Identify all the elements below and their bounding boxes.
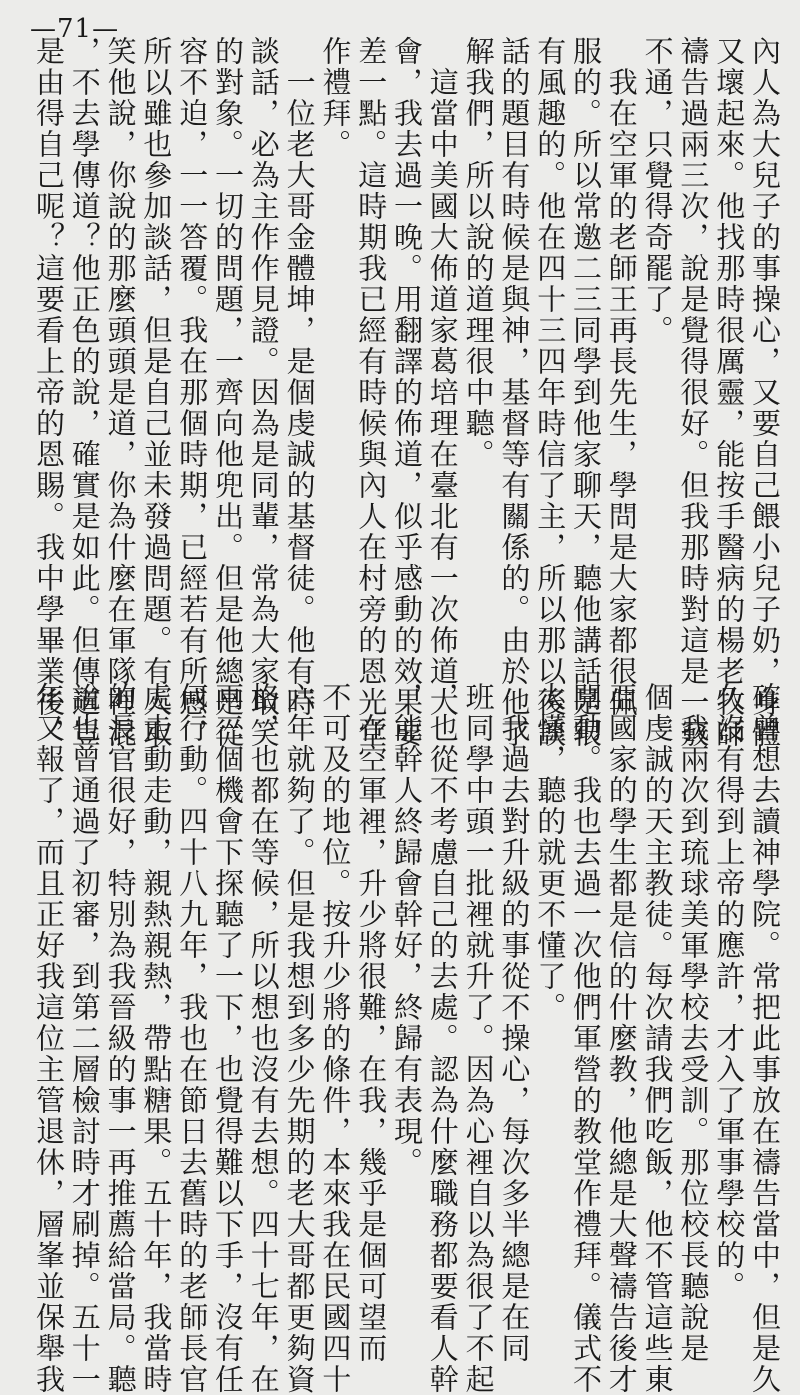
text-column: ，不去學傳道？他正色的說，確實是如此。但傳道豈 — [67, 36, 102, 749]
text-column: 班同學中頭一批裡就升了。因為心裡自以為很了不起 — [461, 682, 496, 1395]
text-column: 何行動。四十八九年，我也在節日去舊時的老師長官 — [175, 682, 210, 1395]
text-column: 話的題目有時候是與神，基督等有關係的。由於他了 — [497, 36, 532, 749]
text-column: 兩三個機會下探聽了一下，也覺得難以下手，沒有任 — [211, 682, 245, 1395]
text-column: 開動。我也去過一次他們軍營的教堂作禮拜。儀式不 — [569, 682, 603, 1395]
text-column: 所以雖也參加談話，但是自己並未發過問題。有人取 — [139, 36, 174, 749]
text-column: 的長官很好，特別為我晉級的事一再推薦給當局。聽 — [103, 682, 138, 1395]
text-column: 這當中美國大佈道家葛培理在臺北有一次佈道大 — [425, 36, 460, 718]
text-column: 禱告過兩三次，說是覺得很好。但我那時對這是一竅 — [676, 36, 711, 749]
text-column: ，能幹人終歸會幹好，終歸有表現。 — [390, 682, 424, 1178]
text-column: 會，我去過一晚。用翻譯的佈道，似乎感動的效果要 — [390, 36, 424, 749]
text-column: 格，也都在等候，所以想也沒有去想。四十七年，在 — [246, 682, 281, 1395]
text-column: 的對象。一切的問題，一齊向他兜出。但是他總是從 — [211, 36, 245, 749]
text-column: 談話，必為主作作見證。因為是同輩，常為大家取笑 — [246, 36, 281, 749]
text-column: 不通，只覺得奇罷了。 — [640, 36, 675, 346]
text-column: 年又報了，而且正好我這位主管退休，層峯並保舉我 — [32, 682, 66, 1395]
text-column: 服的。所以常邀二三同學到他家聊天，聽他講話是很 — [569, 36, 603, 749]
text-column: 笑他說，你說的那麼頭頭是道，你為什麼在軍隊裡混 — [103, 36, 138, 749]
text-column: 我過去對升級的事從不操心，每次多半總是在同 — [497, 682, 532, 1364]
text-column: 不可及的地位。按升少將的條件，本來我在民國四十 — [318, 682, 353, 1395]
text-column: 我在空軍的老師王再長先生，學問是大家都很佩 — [604, 36, 639, 718]
text-column: 個虔誠的天主教徒。每次請我們吃飯，他不管這些東 — [640, 682, 675, 1395]
text-column: 是由得自己呢？這要看上帝的恩賜。我中學畢業後， — [32, 36, 66, 749]
text-column: 又壞起來。他找那時很厲靈，能按手醫病的楊老牧師 — [712, 36, 747, 749]
text-column: 六年就夠了。但是我想到多少先期的老大哥都更夠資 — [282, 682, 317, 1395]
text-column: 作禮拜。 — [318, 36, 353, 160]
text-column: 太懂，聽的就更不懂了。 — [533, 682, 568, 1023]
text-column: 我兩次到琉球美軍學校去受訓。那位校長聽說是 — [676, 682, 711, 1364]
text-column: 確曾想去讀神學院。常把此事放在禱告當中，但是久 — [748, 682, 782, 1395]
text-column: 內人為大兒子的事操心，又要自己餵小兒子奶，身體 — [748, 36, 782, 749]
text-column: 說也曾通過了初審，到第二層檢討時才刷掉。五十一 — [67, 682, 102, 1395]
text-column: 解我們，所以說的道理很中聽。 — [461, 36, 496, 470]
text-column: 容不迫，一一答覆。我在那個時期，已經若有所感， — [175, 36, 210, 749]
text-column: ，也從不考慮自己的去處。認為什麼職務都要看人幹 — [425, 682, 460, 1395]
text-column: 處走動走動，親熱親熱，帶點糖果。五十年，我當時 — [139, 682, 174, 1395]
text-column: 久沒有得到上帝的應許，才入了軍事學校的。 — [712, 682, 747, 1302]
text-column: 在空軍裡，升少將很難，在我，幾乎是個可望而 — [354, 682, 389, 1364]
text-block-upper — [0, 36, 800, 749]
text-column: 一位老大哥金體坤，是個虔誠的基督徒。他有時 — [282, 36, 317, 718]
text-column: 有風趣的。他在四十三四年時信了主，所以那以後談 — [533, 36, 568, 749]
text-block-lower — [0, 682, 800, 1395]
text-column: 亞國家的學生都是信的什麼教，他總是大聲禱告後才 — [604, 682, 639, 1395]
page-number: —71— — [30, 14, 120, 44]
text-column: 差一點。這時期我已經有時候與內人在村旁的恩光堂 — [354, 36, 389, 749]
